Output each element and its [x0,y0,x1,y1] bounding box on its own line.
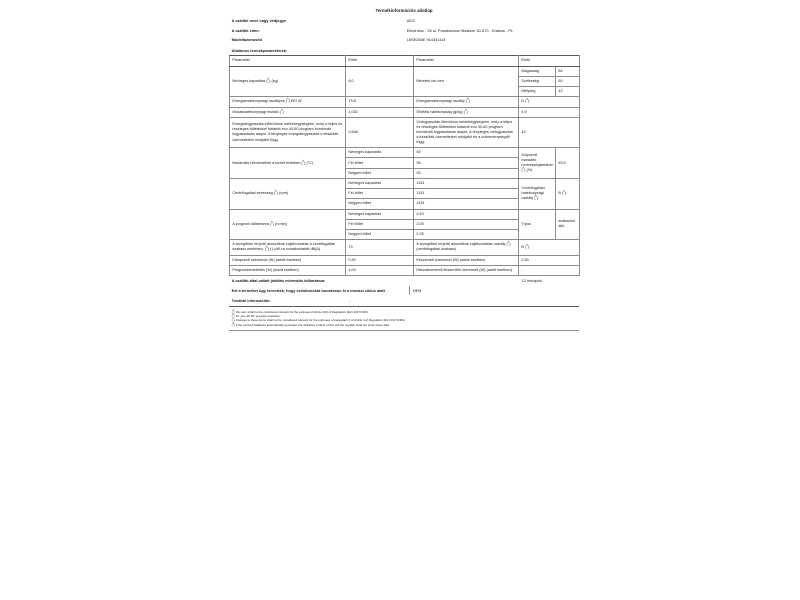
dimension-width-label: Szélesség [519,76,556,86]
dimension-width-value: 60 [556,76,580,86]
delay-start-value: 4,00 [346,265,414,275]
spin-speed-label [230,178,346,209]
silver-ions-question: Ezt a terméket úgy tervezték, hogy ezüstionokat bocsásson ki a mosási ciklus alatt [229,286,410,296]
dimension-height-label: Magasság [519,66,556,76]
rinsing-efficiency-value: 4,9 [519,107,580,117]
spin-load-quarter-value: 1151 [414,199,519,209]
footnote-text: if the product database automatically generates the definitive content of this cell the supplier shall not enter these data. [235,322,390,327]
spin-class-value-end: ) [564,191,567,196]
temperature-load-full-label: Névleges kapacitás [346,148,414,158]
footnotes-list [229,307,579,327]
footnote-marker: a [563,189,565,193]
header-value-right: Érték [519,56,580,66]
footnote-marker: b [271,220,273,224]
footnote-marker: b [287,98,289,102]
header-param-right: Paraméter [414,56,519,66]
eei-label [230,97,346,107]
noise-emission-label-unit: ) (1 pW-ra vonatkoztatott dB(A) [267,247,321,252]
footnote-marker: b [522,166,525,170]
footnote-marker: b [467,98,469,102]
residual-moisture-label [519,148,556,179]
networked-standby-label: Hálózatvezérelt készenléti üzemmód (W) (adott esetben) [414,265,519,275]
page-title: Termékinformációs adatlap [375,8,433,13]
off-mode-value: 0,30 [346,255,414,265]
warranty-value: 12 hónapok [521,278,542,284]
footnote-item: ($^d$) if the product database automatically generates the definitive content of this cell the supplier shall not enter these data. [231,321,390,327]
product-information-sheet [229,8,579,331]
rinsing-efficiency-label [414,107,519,117]
model-identifier-value: L6SE265E 914341114 [406,37,446,43]
noise-class-label [414,240,519,255]
supplier-name-value: AEG [406,18,415,24]
footnote-marker: a [526,243,528,247]
delay-start-label: Programkésleltetés (W) (adott esetben) [230,265,346,275]
footnote-marker: a [526,98,528,102]
rated-capacity-label-text: Névleges kapacitás ( [232,78,268,83]
dimension-depth-value: 42 [556,87,580,97]
duration-load-half-value: 2:25 [414,219,519,229]
energy-class-label [414,97,519,107]
warranty-table [229,276,579,286]
dimensions-label: Méretek cm-ben [414,66,519,97]
footnote-marker: b [266,246,268,250]
footnote-marker: b [507,241,510,245]
footnote-marker: b [464,108,467,112]
standby-mode-value: 0,30 [519,255,580,265]
rinsing-efficiency-label-text: Öblítési hatékonyság (g/kg) ( [416,109,465,114]
residual-moisture-label-end: ) (%) [524,168,533,173]
footnote-marker: b [302,159,305,163]
footnote-item: ($^b$) Az „eco 40-60" program esetében [231,313,280,319]
model-identifier-row [229,35,579,45]
header-param-left: Paraméter [230,56,346,66]
duration-load-half-label: Fél töltet [346,219,414,229]
product-parameters-table [229,55,580,276]
spin-load-full-label: Névleges kapacitás [346,178,414,188]
rated-capacity-label [230,66,346,97]
table-row [230,240,580,255]
washing-efficiency-value: 1,031 [346,107,414,117]
footnote-text: Az „eco 40-60" program esetében [235,314,280,319]
eei-label-text: Energiahatékonysági osztályok ( [232,99,288,104]
energy-class-letter: D ( [521,99,527,104]
supplier-header-table [229,16,579,45]
page-bottom-rule [229,330,579,331]
header-value-left: Érték [346,56,414,66]
water-consumption-value: 43 [519,117,580,147]
max-temperature-label-text: Maximális hőmérséklet a kezelt textilben ( [232,160,303,165]
silver-ions-row [229,286,579,296]
appliance-type-value: szabadon álló [556,209,580,240]
table-row [230,117,580,147]
table-header-row [230,56,580,66]
spin-speed-label-unit: ) (rpm) [276,191,289,196]
noise-class-value [519,240,580,255]
supplier-address-label: A szállító címe: [231,27,260,33]
table-row [230,107,580,117]
footnote-marker: d [232,321,235,325]
model-identifier-label: Modellazonosító [231,37,263,43]
footnote-text: changes to these items shall not be considered relevant for the purposes of paragraph 4 of Article 4 of Regulation (EU) 2017/1369. [235,318,406,323]
warranty-row [229,276,579,286]
rated-capacity-value: 6,0 [346,66,414,97]
table-row [230,66,580,76]
energy-class-value-end: ) [527,99,530,104]
table-row [230,148,580,158]
duration-load-quarter-value: 2:25 [414,230,519,240]
further-information-label: További információk: [231,298,271,304]
footnote-item: ($^c$) changes to these items shall not be considered relevant for the purposes of paragraph 4 of Article 4 of Regulation (EU) 2017/1369. [231,317,406,323]
supplier-name-label: A szállító neve vagy védjegye [231,18,287,24]
spin-load-half-value: 1151 [414,189,519,199]
table-row [230,97,580,107]
networked-standby-value: - [519,265,580,275]
off-mode-label: Kikapcsolt üzemmód (W) (adott esetben) [230,255,346,265]
footnote-marker: b [280,108,283,112]
supplier-address-value: Electrolux - 26 al. Powstancow Slaskich 30-570 - Krakow - PL [406,27,514,33]
appliance-type-label: Típus [519,209,556,240]
noise-class-value-end: ) [527,244,530,249]
residual-moisture-label-text: Súlyozott maradék nedvességtartalom ( [521,152,554,173]
duration-load-full-value: 3:10 [414,209,519,219]
temperature-load-half-label: Fél töltet [346,158,414,168]
temperature-load-full-value: 45 [414,148,519,158]
duration-load-quarter-label: Negyed töltet [346,230,414,240]
program-duration-label-text: A program időtartama ( [232,221,272,226]
spin-class-label-text: Centrifugálási hatékonysági osztály ( [521,186,545,201]
noise-emission-label [230,240,346,255]
energy-consumption-label: Energiafogyasztás kWh/ciklus mértékegységben, mely a teljes és részleges töltetekkel futtatott eco 40-60 program kombinált fogyasztásán alapul. A tényleges energiafogyasztás a készülék üzemeltetési módjától függ. [230,117,346,147]
energy-consumption-value: 0,646 [346,117,414,147]
standby-mode-label: Készenléti üzemmód (W) (adott esetben) [414,255,519,265]
silver-ions-table [229,286,579,296]
table-row [230,255,580,265]
program-duration-label [230,209,346,240]
noise-class-letter: B ( [521,244,527,249]
temperature-load-quarter-value: 25 [414,168,519,178]
spin-load-quarter-label: Negyed töltet [346,199,414,209]
footnote-marker: b [267,77,270,81]
dimension-height-value: 84 [556,66,580,76]
energy-class-label-end: ) [468,99,470,104]
temperature-load-quarter-label: Negyed töltet [346,168,414,178]
supplier-name-row [229,16,579,26]
spin-class-value [556,178,580,209]
noise-class-label-end: ) (centrifugálási szakasz) [416,242,511,252]
footnote-marker: c [232,317,234,321]
spin-class-letter: B ( [558,191,564,196]
residual-moisture-value: 53,0 [556,148,580,179]
max-temperature-label-unit: ) (°C) [304,160,314,165]
max-temperature-label [230,148,346,179]
rinsing-efficiency-label-end: ) [466,109,468,114]
footnote-marker: b [535,195,538,199]
washing-efficiency-label [230,107,346,117]
spin-class-label-end: ) [537,196,539,201]
noise-emission-value: 73 [346,240,414,255]
spin-load-full-value: 1151 [414,178,519,188]
dimension-depth-label: Mélység [519,87,556,97]
silver-ions-answer: NEM [412,287,422,293]
temperature-load-half-value: 36 [414,158,519,168]
further-information [229,298,579,303]
footnote-marker: a [232,308,235,312]
spin-class-label [519,178,556,209]
noise-class-label-text: A levegőben terjedő akusztikus zajkibocsátás osztály ( [416,242,508,247]
further-information-value: - [349,298,351,304]
table-row [230,178,580,188]
supplier-address-row [229,26,579,36]
washing-efficiency-label-text: Mosáshatékonysági mutató ( [232,109,281,114]
rated-capacity-label-unit: ) (kg) [269,78,278,83]
warranty-label: A szállító által vállalt jótállás minimális időtartama: [231,278,326,284]
energy-class-value [519,97,580,107]
footnote-marker: b [232,313,235,317]
spin-load-half-label: Fél töltet [346,189,414,199]
eei-value: 79,8 [346,97,414,107]
energy-class-label-text: Energiahatékonysági osztály ( [416,99,468,104]
footnote-item: ($^a$) this item shall not be considered relevant for the purpose of Article 2(6) of Regulation (EU) 2017/1369. [231,308,369,314]
eei-label-unit: ) EEI W [288,99,302,104]
washing-efficiency-label-end: ) [282,109,284,114]
spin-speed-label-text: Centrifugálási sebesség ( [232,191,276,196]
table-row [230,209,580,219]
footnote-marker: b [275,189,277,193]
water-consumption-label: Vízfogyasztás liter/ciklus mértékegységben, mely a teljes és részleges töltetekkel futtatott eco 40-60 program kombinált fogyasztásán alapul. A tényleges vízfogyasztás a készülék üzemeltetési módjától és a vízkeménységtől függ. [414,117,519,147]
program-duration-label-unit: ) (h:min) [272,221,287,226]
table-row [230,265,580,275]
footnote-text: this item shall not be considered relevant for the purpose of Article 2(6) of Regulation (EU) 2017/1369. [235,309,369,314]
general-parameters-heading: Általános termékparaméterek: [231,47,288,53]
noise-emission-label-text: A levegőben terjedő akusztikus zajkibocsátás a centrifugálási szakasz esetében, ( [232,242,336,252]
duration-load-full-label: Névleges kapacitás [346,209,414,219]
